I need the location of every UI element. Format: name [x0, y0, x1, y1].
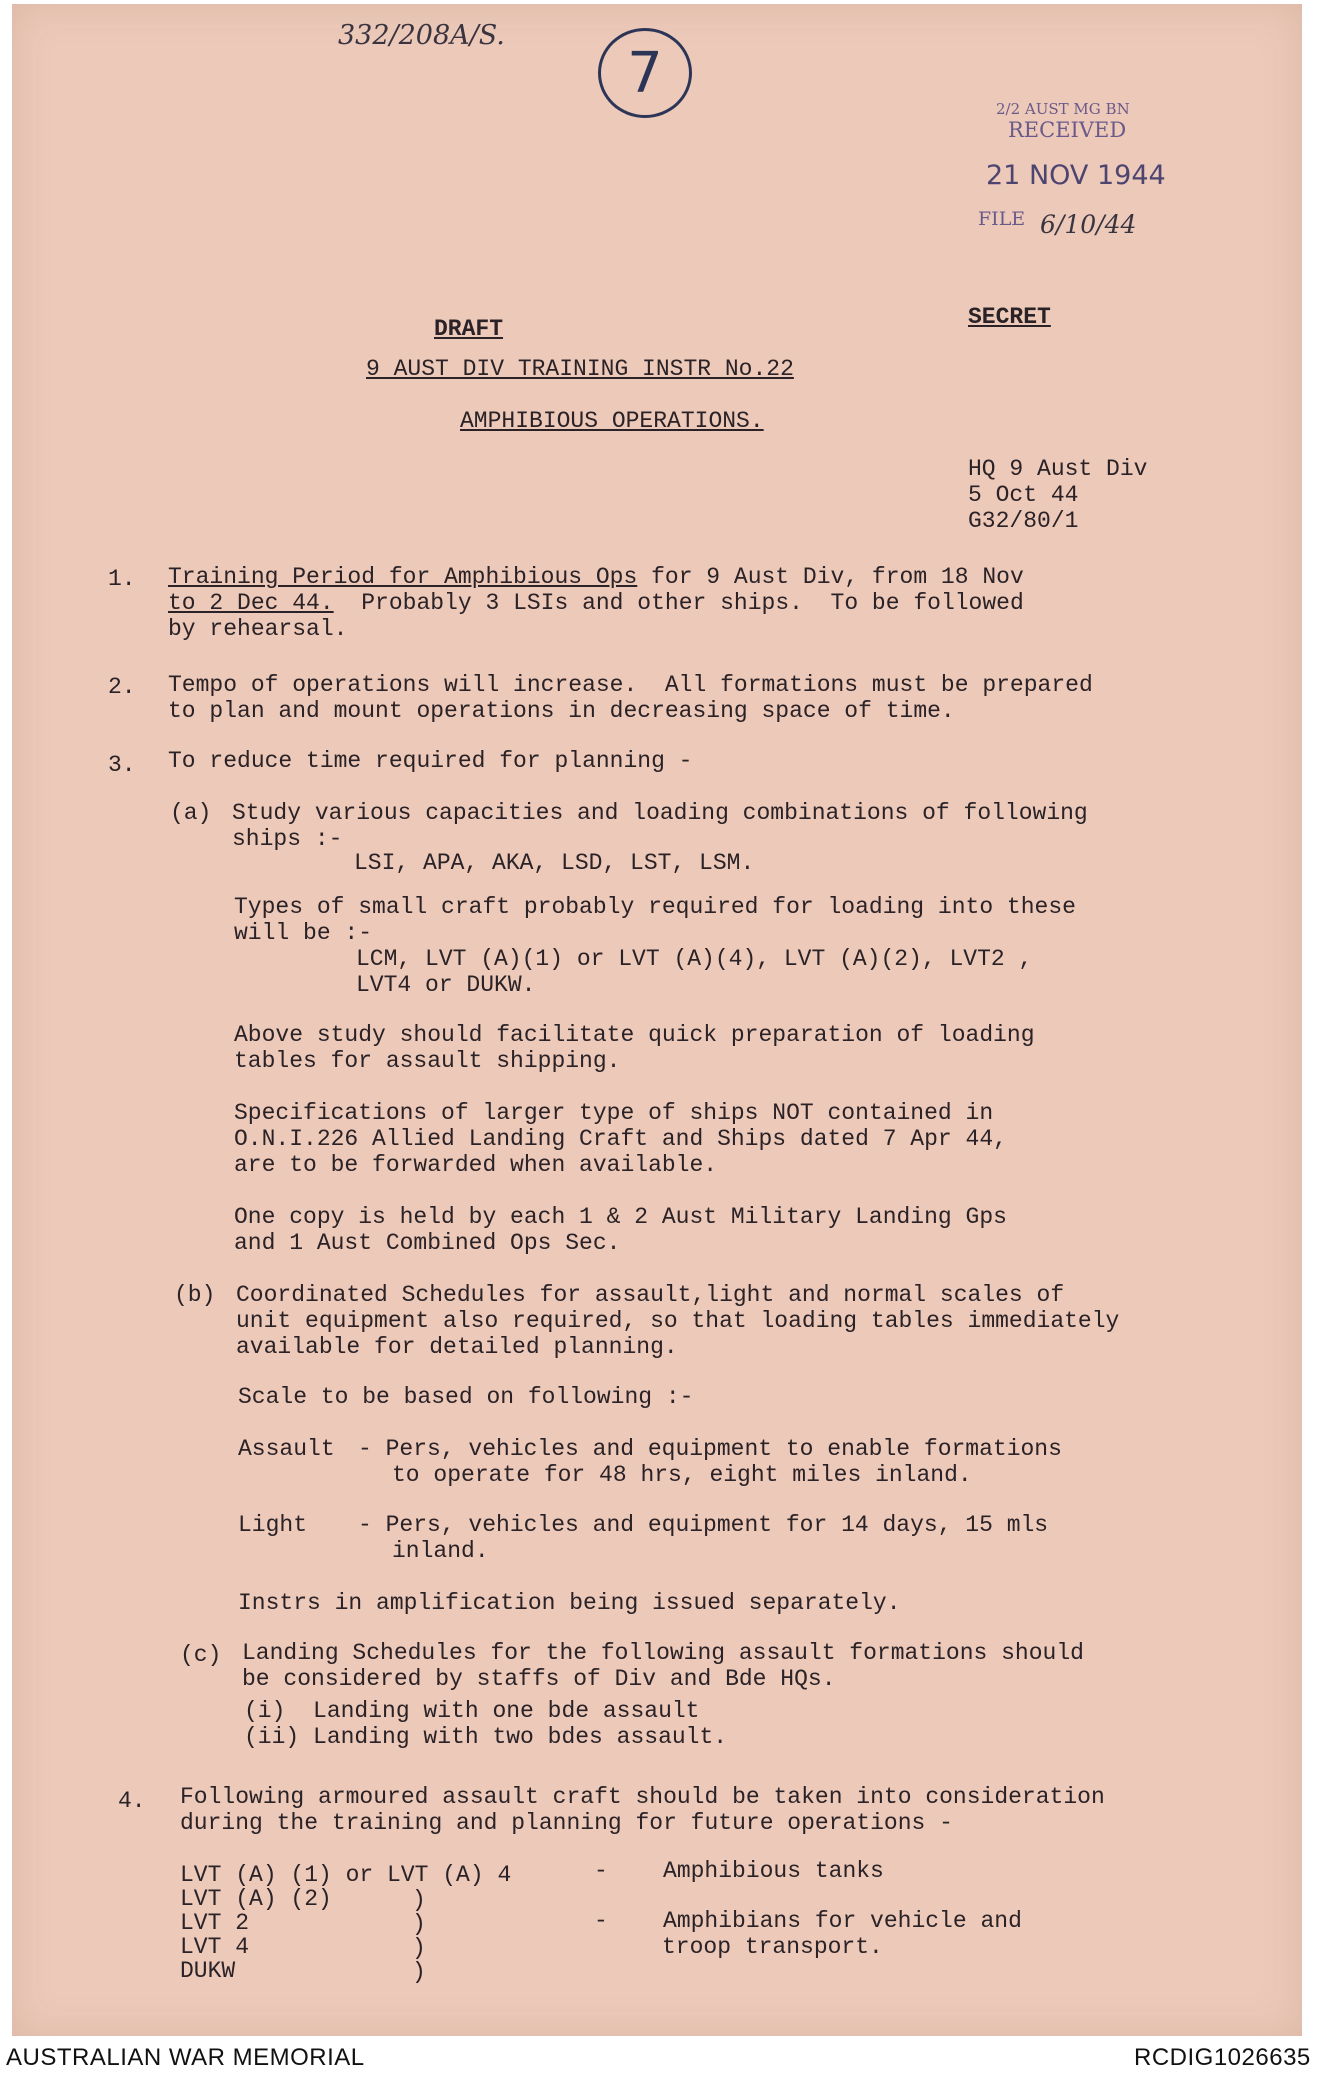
para-3a-line-2: ships :-: [232, 826, 343, 852]
craft-item: LVT 4: [180, 1934, 250, 1960]
para-3b-line-1: Coordinated Schedules for assault,light and normal scales of: [236, 1282, 1065, 1308]
secret-label: SECRET: [968, 304, 1051, 330]
instrs-note: Instrs in amplification being issued separately.: [238, 1590, 901, 1616]
document-subtitle: AMPHIBIOUS OPERATIONS.: [460, 408, 764, 434]
para-3a-spec-1: Specifications of larger type of ships NOT contained in: [234, 1100, 994, 1126]
craft-item: LVT (A) (2): [180, 1886, 332, 1912]
landing-option-2: (ii) Landing with two bdes assault.: [244, 1724, 728, 1750]
hq-line: HQ 9 Aust Div: [968, 456, 1148, 482]
para-3c-line-2: be considered by staffs of Div and Bde HQs.: [242, 1666, 836, 1692]
para-3b-line-2: unit equipment also required, so that loading tables immediately: [236, 1308, 1120, 1334]
para-3a-study-2: tables for assault shipping.: [234, 1048, 621, 1074]
para-3b-line-3: available for detailed planning.: [236, 1334, 678, 1360]
handwritten-file-ref: 332/208A/S.: [338, 20, 505, 51]
light-label: Light: [238, 1512, 308, 1538]
stamp-file-label: FILE: [978, 208, 1026, 230]
craft-list-2: LVT4 or DUKW.: [356, 972, 536, 998]
craft-list-1: LCM, LVT (A)(1) or LVT (A)(4), LVT (A)(2), LVT2 ,: [356, 946, 1033, 972]
stamp-file-number: 6/10/44: [1040, 210, 1137, 239]
stamp-date: 21 NOV 1944: [986, 160, 1166, 191]
para-3a-line-1: Study various capacities and loading combinations of following: [232, 800, 1088, 826]
para-3-intro: To reduce time required for planning -: [168, 748, 693, 774]
grouping-bracket: ) ) ) ): [412, 1887, 426, 1985]
para-4-line-2: during the training and planning for future operations -: [180, 1810, 953, 1836]
assault-desc-2: to operate for 48 hrs, eight miles inland.: [392, 1462, 972, 1488]
para-1-line-3: by rehearsal.: [168, 616, 348, 642]
para-1-number: 1.: [108, 566, 136, 592]
para-3b-label: (b): [174, 1282, 216, 1308]
stamp-unit: 2/2 AUST MG BN: [996, 100, 1130, 118]
para-4-number: 4.: [118, 1788, 146, 1814]
para-1-line-2: to 2 Dec 44. Probably 3 LSIs and other ships. To be followed: [168, 590, 1024, 616]
para-3a-study-1: Above study should facilitate quick preparation of loading: [234, 1022, 1035, 1048]
assault-label: Assault: [238, 1436, 335, 1462]
footer-source: AUSTRALIAN WAR MEMORIAL: [6, 2044, 365, 2071]
light-desc-2: inland.: [392, 1538, 489, 1564]
draft-label: DRAFT: [434, 316, 504, 342]
craft-row-2-desc-1: - Amphibians for vehicle and: [594, 1908, 1022, 1934]
para-3a-types-1: Types of small craft probably required for loading into these: [234, 894, 1076, 920]
landing-option-1: (i) Landing with one bde assault: [244, 1698, 700, 1724]
para-3c-label: (c): [180, 1642, 222, 1668]
reference-line: G32/80/1: [968, 508, 1079, 534]
stamp-received: RECEIVED: [1008, 118, 1127, 142]
footer-id: RCDIG1026635: [1134, 2044, 1311, 2071]
document-title: 9 AUST DIV TRAINING INSTR No.22: [366, 356, 794, 382]
para-4-line-1: Following armoured assault craft should be taken into consideration: [180, 1784, 1105, 1810]
para-3a-copy-1: One copy is held by each 1 & 2 Aust Military Landing Gps: [234, 1204, 1007, 1230]
circled-number: 7: [598, 28, 692, 118]
craft-item: DUKW: [180, 1958, 236, 1984]
para-3a-spec-3: are to be forwarded when available.: [234, 1152, 718, 1178]
para-2-line-1: Tempo of operations will increase. All formations must be prepared: [168, 672, 1093, 698]
para-3a-types-2: will be :-: [234, 920, 373, 946]
ship-types: LSI, APA, AKA, LSD, LST, LSM.: [354, 850, 755, 876]
craft-row-1-desc: - Amphibious tanks: [594, 1858, 884, 1884]
date-line: 5 Oct 44: [968, 482, 1079, 508]
craft-row-1: LVT (A) (1) or LVT (A) 4: [180, 1862, 512, 1888]
para-3a-spec-2: O.N.I.226 Allied Landing Craft and Ships dated 7 Apr 44,: [234, 1126, 1007, 1152]
craft-item: LVT 2: [180, 1910, 250, 1936]
para-3-number: 3.: [108, 752, 136, 778]
scale-heading: Scale to be based on following :-: [238, 1384, 694, 1410]
craft-row-2-desc-2: troop transport.: [662, 1934, 883, 1960]
para-3c-line-1: Landing Schedules for the following assault formations should: [242, 1640, 1084, 1666]
light-desc-1: - Pers, vehicles and equipment for 14 days, 15 mls: [358, 1512, 1049, 1538]
para-3a-label: (a): [170, 800, 212, 826]
para-3a-copy-2: and 1 Aust Combined Ops Sec.: [234, 1230, 621, 1256]
para-2-number: 2.: [108, 674, 136, 700]
para-1-line-1: Training Period for Amphibious Ops for 9 Aust Div, from 18 Nov: [168, 564, 1024, 590]
assault-desc-1: - Pers, vehicles and equipment to enable formations: [358, 1436, 1062, 1462]
para-2-line-2: to plan and mount operations in decreasing space of time.: [168, 698, 955, 724]
